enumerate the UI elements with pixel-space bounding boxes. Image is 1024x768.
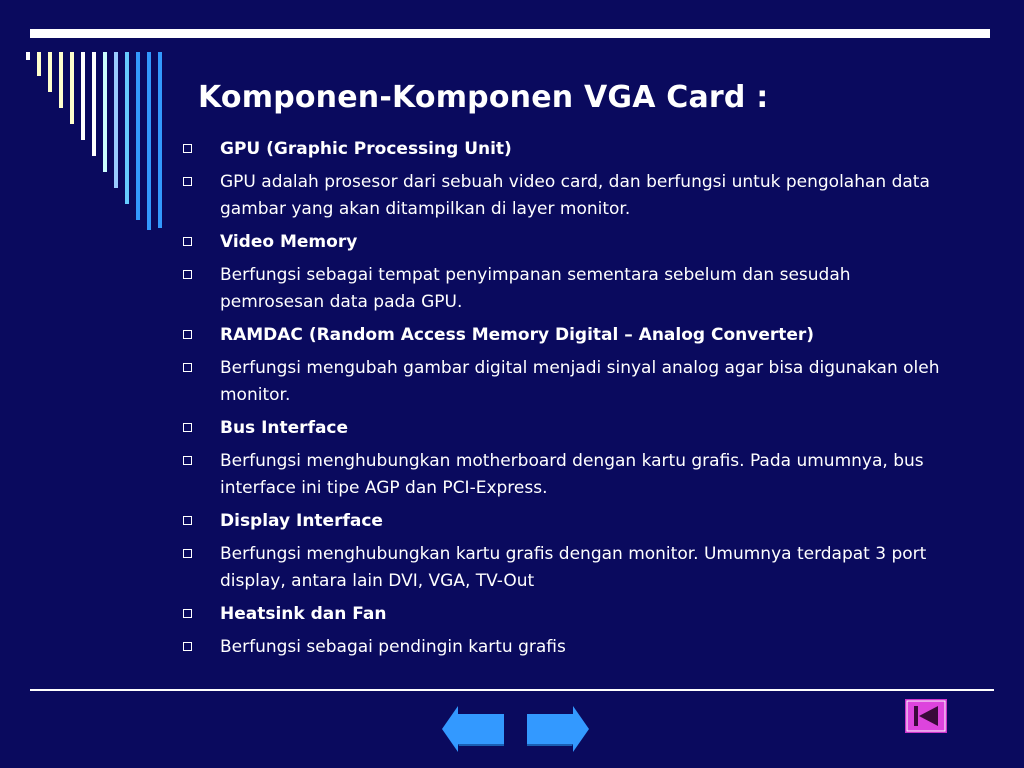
square-bullet-icon <box>183 144 192 153</box>
list-item-text: Heatsink dan Fan <box>220 604 387 624</box>
previous-slide-button[interactable] <box>442 706 504 752</box>
list-item <box>180 508 960 535</box>
arrow-right-icon <box>527 706 589 752</box>
square-bullet-icon <box>183 609 192 618</box>
decorative-stripes <box>0 0 180 230</box>
list-item-text: Berfungsi sebagai tempat penyimpanan sementara sebelum dan sesudah pemrosesan data pada GPU. <box>220 265 851 312</box>
square-bullet-icon <box>183 363 192 372</box>
list-item-text: Berfungsi menghubungkan kartu grafis dengan monitor. Umumnya terdapat 3 port display, antara lain DVI, VGA, TV-Out <box>220 544 927 591</box>
list-item <box>180 229 960 256</box>
list-item <box>180 169 960 223</box>
list-item <box>180 541 960 595</box>
list-item <box>180 415 960 442</box>
list-item <box>180 136 960 163</box>
list-item-text: Video Memory <box>220 232 358 252</box>
next-slide-button[interactable] <box>527 706 589 752</box>
list-item-text: Bus Interface <box>220 418 349 438</box>
first-slide-icon <box>905 699 947 733</box>
bullet-list <box>180 136 960 667</box>
square-bullet-icon <box>183 423 192 432</box>
square-bullet-icon <box>183 516 192 525</box>
square-bullet-icon <box>183 456 192 465</box>
list-item <box>180 448 960 502</box>
list-item-text: GPU (Graphic Processing Unit) <box>220 139 512 159</box>
square-bullet-icon <box>183 270 192 279</box>
list-item <box>180 262 960 316</box>
list-item-text: Berfungsi mengubah gambar digital menjadi sinyal analog agar bisa digunakan oleh monitor. <box>220 358 940 405</box>
list-item-text: Display Interface <box>220 511 383 531</box>
list-item <box>180 322 960 349</box>
bottom-rule <box>30 689 994 691</box>
list-item <box>180 634 960 661</box>
square-bullet-icon <box>183 237 192 246</box>
square-bullet-icon <box>183 177 192 186</box>
slide-title: Komponen-Komponen VGA Card : <box>198 80 769 115</box>
list-item-text: GPU adalah prosesor dari sebuah video card, dan berfungsi untuk pengolahan data gambar yang akan ditampilkan di layer monitor. <box>220 172 930 219</box>
list-item <box>180 355 960 409</box>
arrow-left-icon <box>442 706 504 752</box>
list-item-text: Berfungsi menghubungkan motherboard dengan kartu grafis. Pada umumnya, bus interface ini tipe AGP dan PCI-Express. <box>220 451 924 498</box>
list-item-text: RAMDAC (Random Access Memory Digital – Analog Converter) <box>220 325 815 345</box>
list-item <box>180 601 960 628</box>
square-bullet-icon <box>183 642 192 651</box>
square-bullet-icon <box>183 549 192 558</box>
square-bullet-icon <box>183 330 192 339</box>
first-slide-button[interactable] <box>905 699 947 733</box>
list-item-text: Berfungsi sebagai pendingin kartu grafis <box>220 637 566 657</box>
